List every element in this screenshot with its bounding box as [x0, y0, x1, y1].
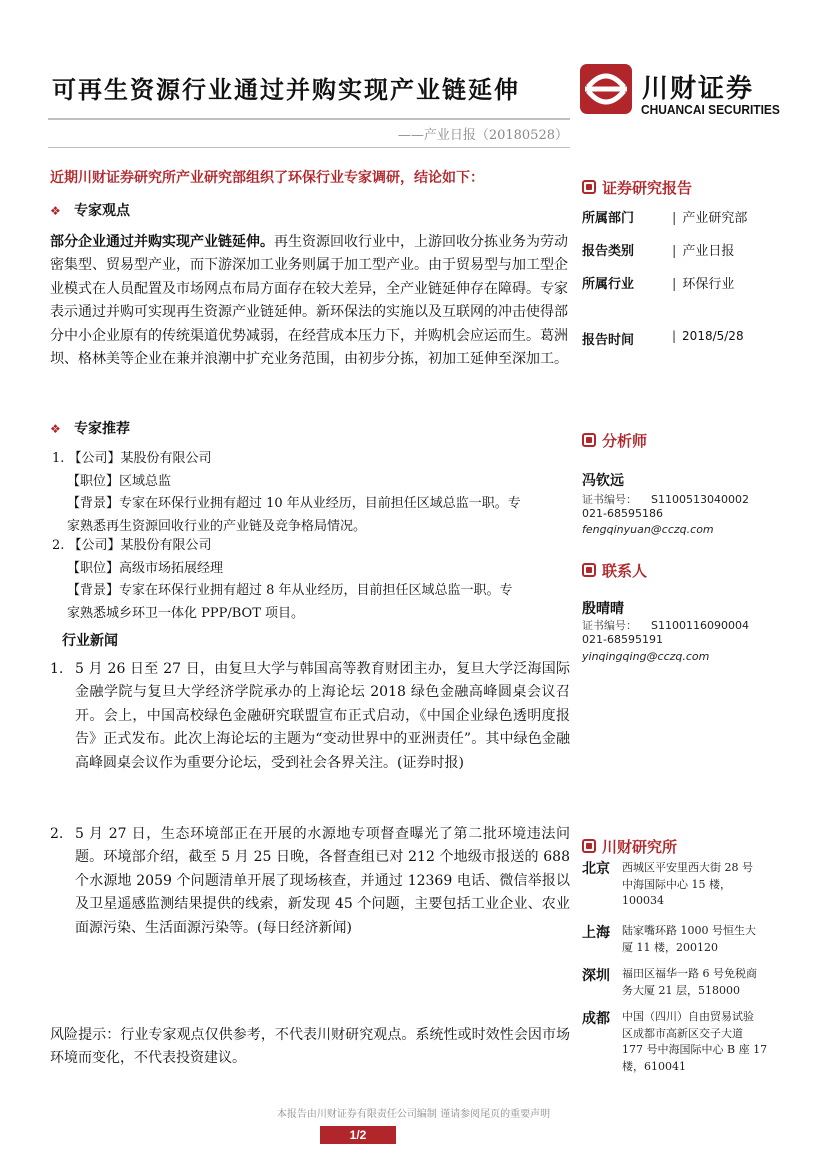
- square-bullet-icon: [582, 433, 596, 447]
- square-bullet-icon: [582, 839, 596, 853]
- office-city: 深圳: [582, 968, 610, 984]
- diamond-bullet-icon: ❖: [50, 422, 61, 436]
- section-heading-industry-news: 行业新闻: [62, 633, 118, 649]
- office-address: 陆家嘴环路 1000 号恒生大 厦 11 楼，200120: [622, 924, 756, 954]
- office-address: 西城区平安里西大街 28 号 中海国际中心 15 楼， 100034: [622, 861, 753, 908]
- expert-view-paragraph: [50, 231, 568, 371]
- expert-background-cont: 家熟悉城乡环卫一体化 PPP/BOT 项目。: [67, 605, 305, 621]
- risk-warning: 风险提示：行业专家观点仅供参考，不代表川财研究观点。系统性或时效性会因市场环境而变化，不代表投资建议。: [50, 1027, 570, 1067]
- meta-value-date: | 2018/5/28: [672, 329, 744, 343]
- news-text: 5 月 27 日，生态环境部正在开展的水源地专项督查曝光了第二批环境违法问题。环境部介绍，截至 5 月 25 日晚，各督查组已对 212 个地级市报送的 688 个水源地 2059 个问题清单开展了现场核查，并通过 12369 电话、微信举报以及卫星遥感监测结果提供的线索，新发现 45 个问题，主要包括工业企业、农业面源污染、生活面源污染等。(每日经济新闻): [75, 826, 570, 936]
- meta-value: | 产业研究部: [672, 207, 747, 226]
- section-heading-expert-rec: ❖ 专家推荐: [50, 421, 130, 437]
- meta-key: 所属部门: [582, 211, 635, 226]
- analyst-cert: 证书编号： S1100513040002: [582, 493, 749, 506]
- office-city: 上海: [582, 925, 610, 941]
- office-address: 中国（四川）自由贸易试验 区成都市高新区交子大道 177 号中海国际中心 B 座 17 楼，610041: [622, 1010, 768, 1074]
- meta-value: | 产业日报: [672, 240, 734, 259]
- expert-company: 1. 【公司】某股份有限公司: [52, 451, 212, 466]
- expert-rec-item: [52, 535, 513, 625]
- subtitle-divider: [48, 147, 570, 148]
- expert-background: 【背景】专家在环保行业拥有超过 8 年从业经历，目前担任区域总监一职。专: [67, 583, 513, 598]
- chuancai-logo-icon: [580, 64, 632, 114]
- expert-view-lead: 部分企业通过并购实现产业链延伸。: [50, 234, 274, 250]
- square-bullet-icon: [582, 563, 596, 577]
- expert-background: 【背景】专家在环保行业拥有超过 10 年从业经历，目前担任区域总监一职。专: [67, 496, 521, 511]
- logo-text: 川财证券: [642, 74, 755, 104]
- expert-company: 2. 【公司】某股份有限公司: [52, 538, 212, 553]
- office-city: 北京: [582, 861, 610, 877]
- page-number: 1/2: [320, 1126, 396, 1144]
- meta-value: | 环保行业: [672, 273, 734, 292]
- sidebar-heading-report: 证券研究报告: [582, 177, 692, 198]
- news-text: 5 月 26 日至 27 日，由复旦大学与韩国高等教育财团主办，复旦大学泛海国际金融学院与复旦大学经济学院承办的上海论坛 2018 绿色金融高峰圆桌会议召开。会上，中国高校绿色金融研究联盟宣布正式启动，《中国企业绿色透明度报告》正式发布。此次上海论坛的主题为“变动世界中的亚洲责任”。其中绿色金融高峰圆桌会议作为重要分论坛，受到社会各界关注。(证券时报): [75, 661, 570, 771]
- square-bullet-icon: [582, 180, 596, 194]
- news-item: [50, 823, 570, 940]
- expert-background-cont: 家熟悉再生资源回收行业的产业链及竞争格局情况。: [67, 518, 367, 534]
- intro-text: 近期川财证券研究所产业研究部组织了环保行业专家调研，结论如下：: [50, 170, 484, 186]
- office-address: 福田区福华一路 6 号免税商 务大厦 21 层，518000: [622, 967, 757, 997]
- page-title: 可再生资源行业通过并购实现产业链延伸: [52, 75, 520, 104]
- analyst-phone: 021-68595186: [582, 507, 663, 520]
- title-divider: [48, 118, 570, 120]
- contact-phone: 021-68595191: [582, 633, 663, 646]
- sidebar-heading-institute: 川财研究所: [582, 836, 677, 857]
- analyst-name: 冯钦远: [582, 473, 624, 489]
- office-city: 成都: [582, 1011, 610, 1027]
- contact-name: 殷晴晴: [582, 601, 624, 617]
- analyst-email[interactable]: fengqinyuan@cczq.com: [582, 523, 714, 536]
- contact-cert: 证书编号： S1100116090004: [582, 619, 749, 632]
- footer-disclaimer: 本报告由川财证券有限责任公司编制 谨请参阅尾页的重要声明: [276, 1109, 551, 1120]
- contact-email[interactable]: yinqingqing@cczq.com: [582, 650, 710, 663]
- meta-key: 报告类别: [582, 244, 635, 259]
- meta-key: 所属行业: [582, 277, 635, 292]
- news-item: [50, 658, 570, 775]
- expert-view-body: 再生资源回收行业中，上游回收分拣业务为劳动密集型、贸易型产业，而下游深加工业务则属于加工型产业。由于贸易型与加工型企业模式在人员配置及市场网点布局方面存在较大差异，全产业链延伸存在障碍。专家表示通过并购可实现再生资源产业链延伸。新环保法的实施以及互联网的冲击使得部分中小企业原有的传统渠道优势减弱，在经营成本压力下，并购机会应运而生。葛洲坝、格林美等企业在兼并浪潮中扩充业务范围，由初步分拣，初加工延伸至深加工。: [50, 234, 568, 368]
- expert-position: 【职位】区域总监: [67, 473, 172, 489]
- report-subtitle: ——产业日报（20180528）: [397, 128, 568, 143]
- logo-english: CHUANCAI SECURITIES: [641, 102, 780, 117]
- expert-position: 【职位】高级市场拓展经理: [67, 560, 224, 576]
- news-number: 2.: [50, 826, 64, 842]
- news-number: 1.: [50, 661, 64, 677]
- sidebar-heading-contact: 联系人: [582, 560, 647, 581]
- diamond-bullet-icon: ❖: [50, 204, 61, 218]
- meta-key: 报告时间: [582, 333, 635, 348]
- section-heading-expert-view: ❖ 专家观点: [50, 203, 130, 219]
- sidebar-heading-analyst: 分析师: [582, 430, 647, 451]
- expert-rec-item: [52, 448, 521, 538]
